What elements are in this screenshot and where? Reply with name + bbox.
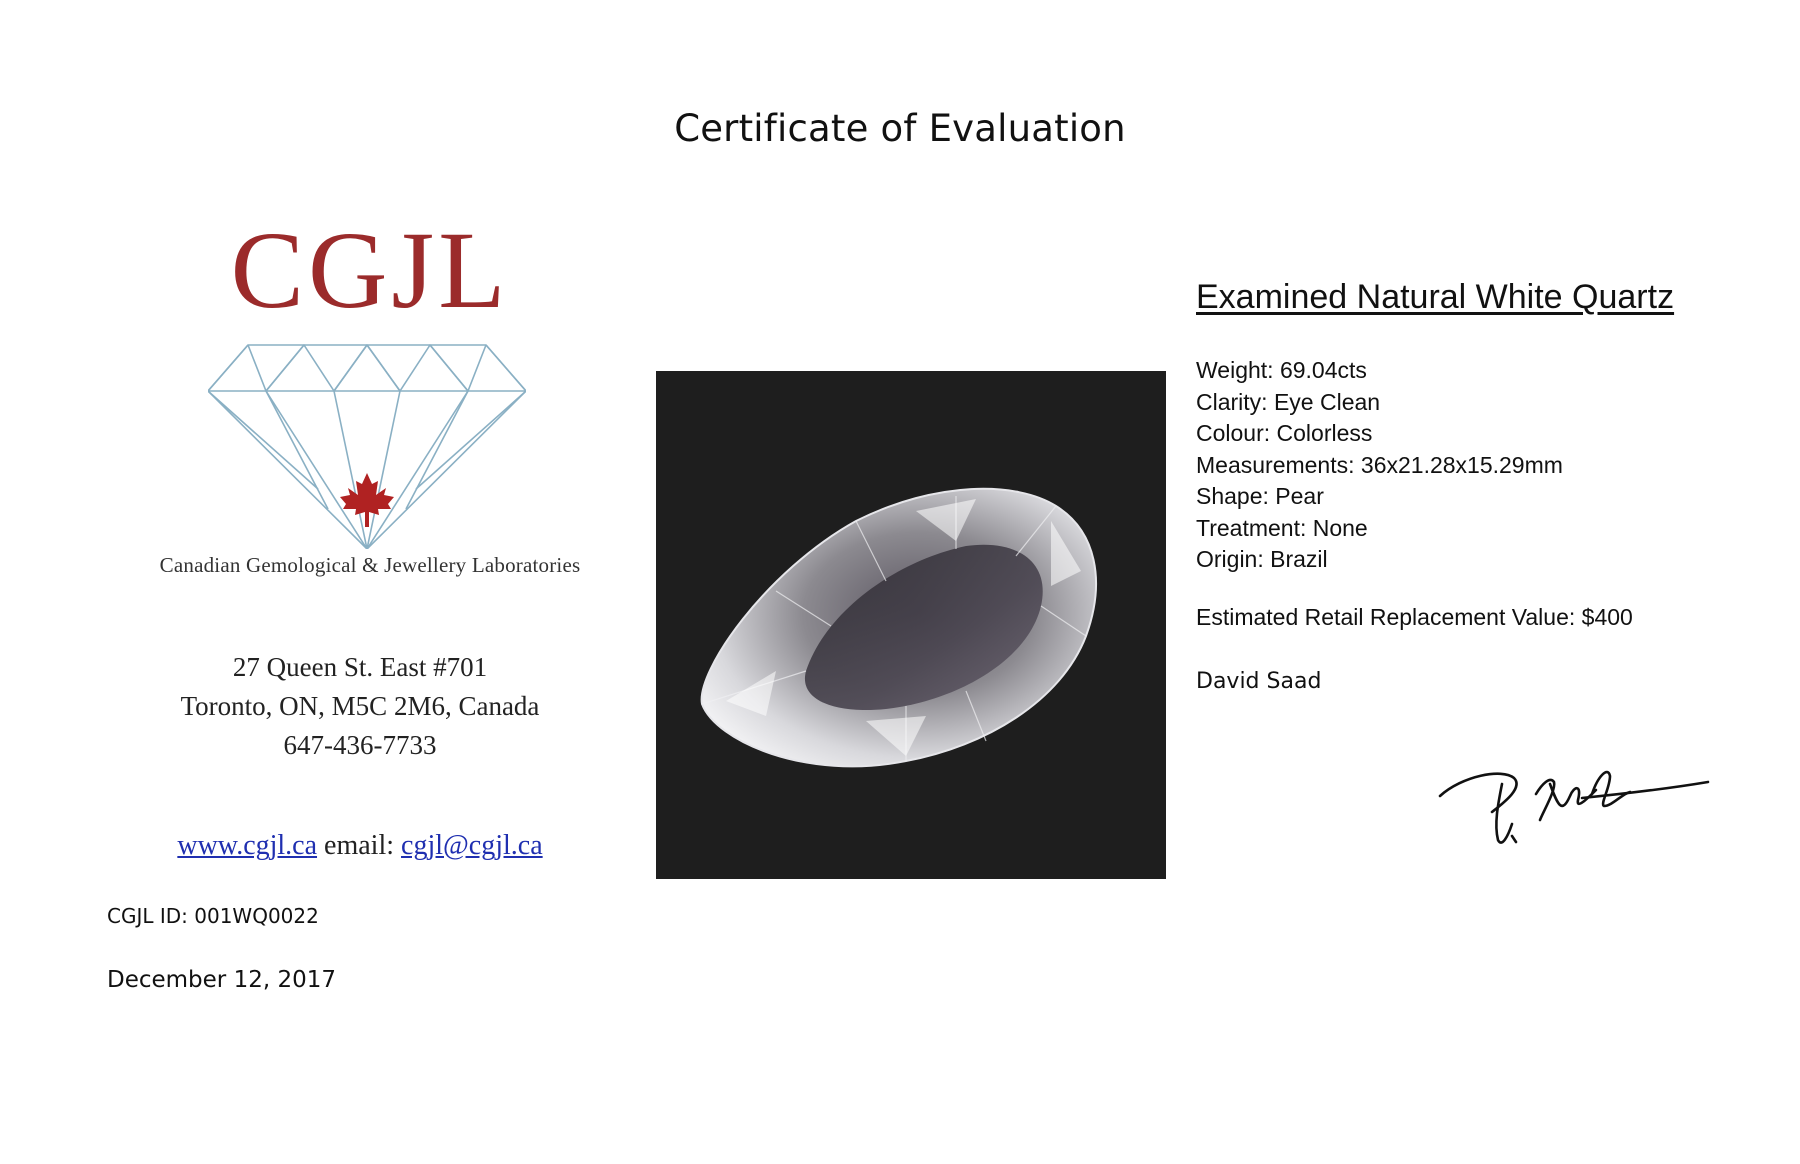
gem-photo [656, 371, 1166, 879]
spec-measurements: Measurements: 36x21.28x15.29mm [1196, 451, 1563, 478]
logo-wordmark: CGJL [230, 209, 510, 331]
certificate-date: December 12, 2017 [107, 967, 337, 993]
email-link[interactable]: cgjl@cgjl.ca [401, 830, 543, 861]
spec-shape: Shape: Pear [1196, 483, 1324, 509]
pear-gem-image [656, 371, 1166, 879]
cgjl-logo [140, 209, 600, 595]
spec-clarity: Clarity: Eye Clean [1196, 388, 1381, 415]
address-line-2: Toronto, ON, M5C 2M6, Canada [180, 691, 540, 721]
lab-address [110, 648, 610, 765]
gem-specs-list [1196, 355, 1563, 576]
gem-heading: Examined Natural White Quartz [1196, 278, 1675, 316]
lab-phone: 647-436-7733 [283, 730, 437, 760]
email-label: email: [324, 830, 395, 861]
replacement-value: Estimated Retail Replacement Value: $400 [1196, 604, 1633, 630]
lab-contact [90, 830, 630, 862]
lab-name: Canadian Gemological & Jewellery Laboratories [159, 553, 581, 577]
spec-origin: Origin: Brazil [1196, 546, 1328, 572]
website-link[interactable]: www.cgjl.ca [177, 830, 318, 861]
signer-name: David Saad [1196, 669, 1322, 694]
spec-colour: Colour: Colorless [1196, 420, 1373, 446]
diamond-icon [208, 339, 526, 549]
signature-image [1432, 754, 1712, 854]
spec-weight: Weight: 69.04cts [1196, 357, 1367, 383]
certificate-title: Certificate of Evaluation [674, 107, 1126, 150]
spec-treatment: Treatment: None [1196, 514, 1368, 541]
certificate-id: CGJL ID: 001WQ0022 [107, 904, 319, 928]
address-line-1: 27 Queen St. East #701 [232, 652, 488, 682]
